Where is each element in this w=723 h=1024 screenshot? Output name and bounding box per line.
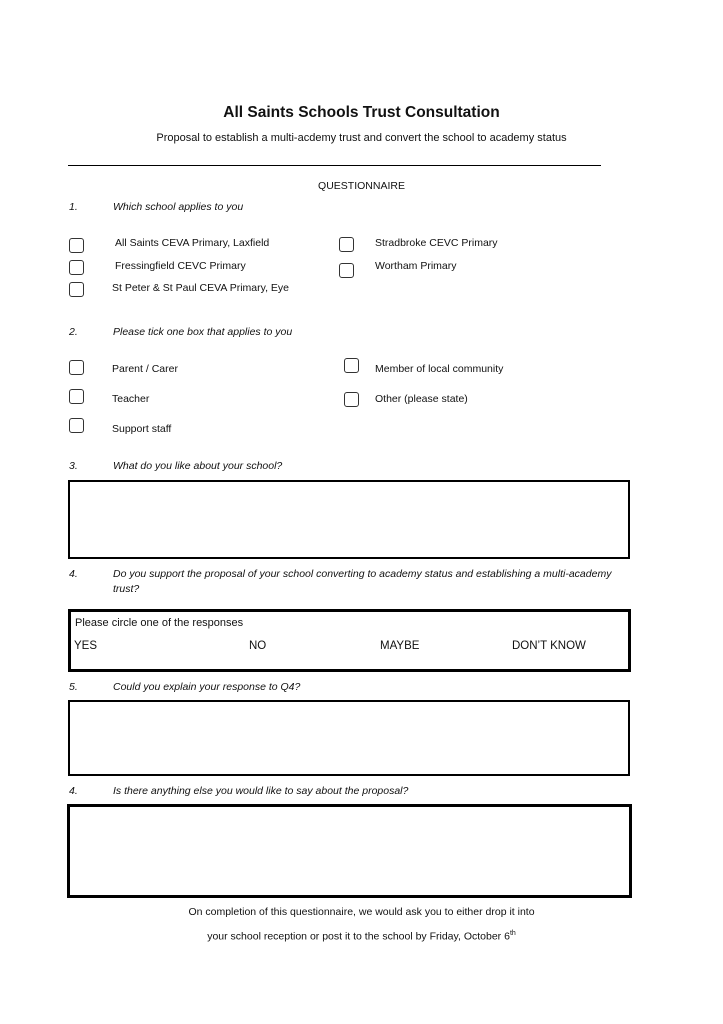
q6-answer-box[interactable] bbox=[67, 804, 632, 898]
q4-response-box bbox=[68, 609, 631, 672]
q4-response-dont-know[interactable]: DON’T KNOW bbox=[512, 640, 586, 652]
q2-checkbox-other[interactable] bbox=[344, 392, 359, 407]
footer-line-1: On completion of this questionnaire, we would ask you to either drop it into bbox=[188, 906, 535, 918]
q1-option-all-saints: All Saints CEVA Primary, Laxfield bbox=[115, 237, 270, 249]
q1-text: Which school applies to you bbox=[113, 201, 244, 213]
q2-number: 2. bbox=[69, 326, 78, 338]
q1-number: 1. bbox=[69, 201, 78, 213]
q1-option-st-peter-st-paul: St Peter & St Paul CEVA Primary, Eye bbox=[112, 282, 290, 294]
q2-checkbox-teacher[interactable] bbox=[69, 389, 84, 404]
footer-line-2-suffix: th bbox=[509, 930, 516, 937]
page-subtitle: Proposal to establish a multi-acdemy trust and convert the school to academy status bbox=[156, 132, 567, 144]
q4-number: 4. bbox=[69, 568, 78, 580]
q4-instruction: Please circle one of the responses bbox=[75, 617, 244, 629]
q5-answer-box[interactable] bbox=[68, 700, 630, 776]
q2-checkbox-local-community[interactable] bbox=[344, 358, 359, 373]
q1-checkbox-st-peter-st-paul[interactable] bbox=[69, 282, 84, 297]
q5-number: 5. bbox=[69, 681, 78, 693]
q4-response-yes[interactable]: YES bbox=[74, 640, 98, 652]
q4-response-maybe[interactable]: MAYBE bbox=[380, 640, 420, 652]
q4-response-no[interactable]: NO bbox=[249, 640, 267, 652]
q6-text: Is there anything else you would like to say about the proposal? bbox=[113, 785, 409, 797]
questionnaire-heading: QUESTIONNAIRE bbox=[318, 180, 405, 192]
q1-checkbox-fressingfield[interactable] bbox=[69, 260, 84, 275]
q1-option-fressingfield: Fressingfield CEVC Primary bbox=[115, 260, 246, 272]
q5-text: Could you explain your response to Q4? bbox=[113, 681, 301, 693]
q6-number: 4. bbox=[69, 785, 78, 797]
q2-option-local-community: Member of local community bbox=[375, 363, 504, 375]
q3-text: What do you like about your school? bbox=[113, 460, 283, 472]
q2-option-support-staff: Support staff bbox=[112, 423, 172, 435]
q1-option-stradbroke: Stradbroke CEVC Primary bbox=[375, 237, 498, 249]
footer-line-2 bbox=[0, 930, 723, 943]
q1-option-wortham: Wortham Primary bbox=[375, 260, 457, 272]
q2-option-parent-carer: Parent / Carer bbox=[112, 363, 178, 375]
q2-text: Please tick one box that applies to you bbox=[113, 326, 293, 338]
q2-checkbox-support-staff[interactable] bbox=[69, 418, 84, 433]
q2-option-teacher: Teacher bbox=[112, 393, 150, 405]
q2-checkbox-parent-carer[interactable] bbox=[69, 360, 84, 375]
q2-option-other: Other (please state) bbox=[375, 393, 468, 405]
q4-text-line2: trust? bbox=[113, 583, 140, 595]
q3-answer-box[interactable] bbox=[68, 480, 630, 559]
footer-line-2-text: your school reception or post it to the school by Friday, October 6 bbox=[207, 930, 510, 943]
page-title: All Saints Schools Trust Consultation bbox=[223, 104, 500, 121]
q1-checkbox-all-saints[interactable] bbox=[69, 238, 84, 253]
q3-number: 3. bbox=[69, 460, 78, 472]
q1-checkbox-stradbroke[interactable] bbox=[339, 237, 354, 252]
q1-checkbox-wortham[interactable] bbox=[339, 263, 354, 278]
divider bbox=[68, 165, 601, 166]
q4-text-line1: Do you support the proposal of your school converting to academy status and establishing a multi-academy bbox=[113, 568, 612, 580]
